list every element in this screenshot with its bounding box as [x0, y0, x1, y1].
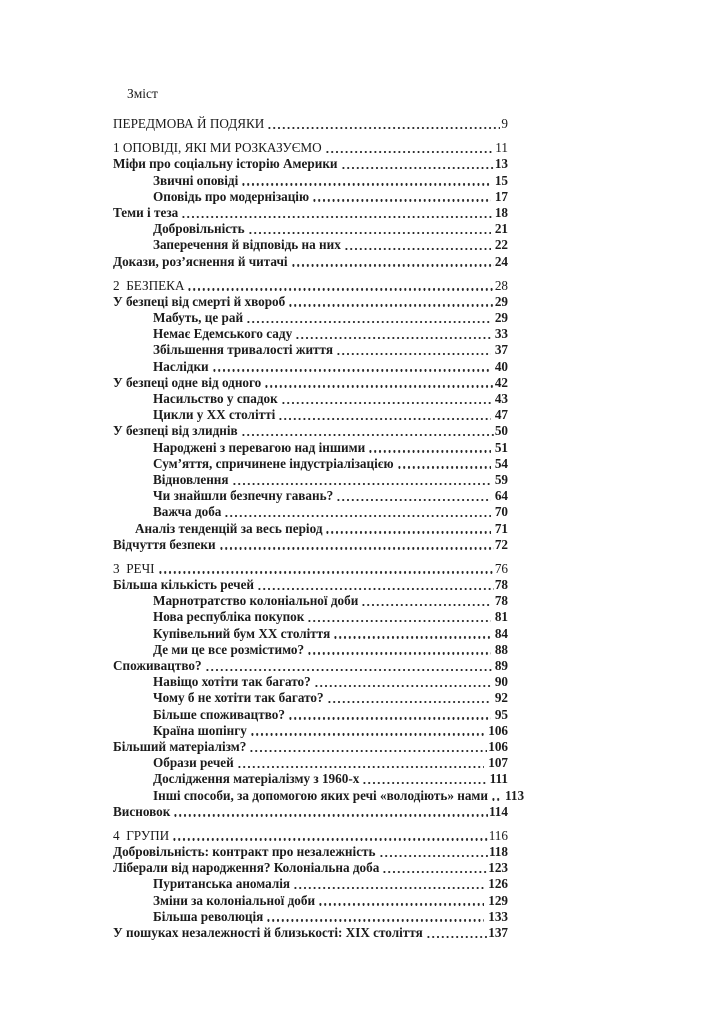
toc-entry-label: Цикли у XX столітті [153, 407, 276, 423]
toc-entry [113, 326, 508, 342]
toc-entry [113, 391, 508, 407]
toc-entry [113, 221, 508, 237]
dot-leader [232, 483, 491, 485]
toc-entry-page: 29 [494, 310, 508, 326]
toc-entry-page: 40 [494, 358, 508, 374]
toc-entry-label: Більше споживацтво? [153, 706, 285, 722]
toc-entry [113, 561, 508, 577]
toc-entry-label: Образи речей [153, 755, 234, 771]
toc-entry-page: 137 [488, 925, 508, 940]
dot-leader [379, 855, 488, 857]
toc-entry [113, 787, 525, 804]
toc-entry [113, 521, 508, 537]
dot-leader [267, 127, 500, 129]
toc-entry [113, 755, 508, 771]
dot-leader [257, 588, 494, 590]
toc-entry [113, 626, 508, 642]
toc-entry-label: У безпеці одне від одного [113, 374, 262, 390]
toc-entry-label: Інші способи, за допомогою яких речі «володіють» нами [153, 787, 489, 803]
toc-entry-page: 47 [494, 407, 508, 423]
toc-entry-label: Навіщо хотіти так багато? [153, 674, 311, 690]
toc-entry [113, 723, 508, 739]
toc-entry-label: У безпеці від смерті й хвороб [113, 293, 286, 309]
toc-entry [113, 375, 508, 391]
toc-entry [113, 674, 508, 690]
toc-entry-page: 37 [494, 342, 508, 358]
toc-entry [113, 690, 508, 706]
dot-leader [237, 766, 484, 768]
toc-entry [113, 537, 508, 553]
toc-entry [113, 488, 508, 504]
toc-entry-page: 107 [488, 755, 508, 771]
dot-leader [224, 515, 490, 517]
dot-leader [264, 385, 494, 387]
toc-entry-label: Висновок [113, 803, 171, 819]
toc-entry-page: 42 [494, 374, 508, 390]
toc-entry-page: 71 [494, 520, 508, 536]
dot-leader [368, 450, 491, 452]
toc-entry-label: Пуританська аномалія [153, 876, 291, 892]
toc-entry-page: 78 [494, 593, 508, 609]
toc-entry-page: 24 [494, 253, 508, 269]
dot-leader [219, 547, 494, 549]
toc-entry-label: Більша революція [153, 908, 264, 924]
toc-entry [113, 456, 508, 472]
dot-leader [158, 571, 494, 573]
dot-leader [172, 838, 488, 840]
toc-entry-page: 114 [488, 803, 508, 819]
dot-leader [341, 167, 494, 169]
toc-list [113, 116, 525, 941]
toc-entry-page: 116 [488, 827, 508, 843]
dot-leader [333, 636, 491, 638]
toc-entry-label: Народжені з перевагою над іншими [153, 439, 366, 455]
dot-leader [266, 919, 484, 921]
toc-entry [113, 407, 508, 423]
toc-entry-label: Більший матеріалізм? [113, 738, 247, 754]
dot-leader [325, 531, 490, 533]
dot-leader [397, 466, 491, 468]
toc-entry-label: Наслідки [153, 358, 209, 374]
dot-leader [293, 887, 484, 889]
toc-entry-page: 129 [488, 892, 508, 908]
toc-entry-label: Докази, роз’яснення й читачі [113, 253, 288, 269]
toc-entry-label: 3 РЕЧІ [113, 560, 155, 576]
toc-entry-page: 89 [494, 658, 508, 673]
toc-entry-page: 72 [494, 536, 508, 552]
dot-leader [336, 353, 491, 355]
dot-leader [307, 620, 490, 622]
toc-entry-label: Міфи про соціальну історію Америки [113, 156, 338, 172]
toc-entry [113, 658, 508, 674]
toc-entry-label: Звичні оповіді [153, 172, 239, 188]
dot-leader [291, 264, 494, 266]
toc-entry-page: 78 [494, 577, 508, 593]
toc-page [113, 86, 525, 941]
dot-leader [288, 717, 491, 719]
dot-leader [241, 434, 494, 436]
toc-entry [113, 804, 508, 820]
toc-entry [113, 472, 508, 488]
toc-entry-page: 22 [494, 237, 508, 253]
toc-entry-page: 64 [494, 488, 508, 504]
toc-entry-label: Немає Едемського саду [153, 326, 293, 342]
toc-entry-page: 95 [494, 706, 508, 722]
toc-entry [113, 140, 508, 156]
toc-entry-label: 1 ОПОВІДІ, ЯКІ МИ РОЗКАЗУЄМО [113, 140, 322, 156]
page-title: Зміст [127, 86, 158, 101]
toc-entry-label: Теми і теза [113, 204, 179, 220]
toc-entry-label: Більша кількість речей [113, 577, 255, 593]
toc-entry-page: 88 [494, 641, 508, 657]
toc-entry-label: Добровільність: контракт про незалежність [113, 844, 376, 860]
toc-entry-label: ПЕРЕДМОВА Й ПОДЯКИ [113, 116, 265, 131]
toc-entry-label: Чи знайшли безпечну гавань? [153, 488, 334, 504]
toc-entry-page: 21 [494, 221, 508, 237]
toc-entry-page: 51 [494, 439, 508, 455]
toc-entry-page: 54 [494, 455, 508, 471]
toc-entry-page: 111 [489, 771, 508, 787]
dot-leader [248, 232, 491, 234]
toc-entry-page: 11 [495, 140, 508, 156]
toc-entry-page: 113 [505, 787, 525, 803]
toc-entry-label: Аналіз тенденцій за весь період [135, 520, 323, 536]
toc-entry [113, 609, 508, 625]
toc-entry-page: 81 [494, 609, 508, 625]
toc-entry [113, 423, 508, 439]
toc-entry [113, 771, 508, 787]
toc-entry [113, 237, 508, 253]
toc-entry [113, 893, 508, 909]
toc-entry-label: Дослідження матеріалізму з 1960-х [153, 771, 360, 787]
toc-entry-page: 76 [494, 560, 508, 576]
toc-entry [113, 116, 508, 132]
toc-entry-page: 50 [494, 423, 508, 439]
toc-entry-label: Мабуть, це рай [153, 310, 244, 326]
toc-entry-label: Ліберали від народження? Колоніальна доба [113, 860, 380, 876]
dot-leader [241, 183, 491, 185]
toc-entry-page: 133 [488, 908, 508, 924]
dot-leader [327, 701, 491, 703]
dot-leader [307, 652, 491, 654]
dot-leader [278, 418, 491, 420]
toc-entry-label: У пошуках незалежності й близькості: XIX століття [113, 925, 423, 940]
toc-entry [113, 876, 508, 892]
toc-entry [113, 156, 508, 172]
toc-entry-page: 118 [488, 844, 508, 860]
toc-entry-label: Оповідь про модернізацію [153, 188, 310, 204]
toc-entry [113, 254, 508, 270]
dot-leader [314, 685, 491, 687]
toc-entry [113, 278, 508, 294]
toc-entry-page: 84 [494, 625, 508, 641]
toc-entry-label: Насильство у спадок [153, 391, 278, 406]
toc-entry [113, 577, 508, 593]
dot-leader [281, 402, 491, 404]
dot-leader [336, 499, 491, 501]
toc-entry-page: 123 [488, 860, 508, 876]
dot-leader [212, 369, 491, 371]
toc-entry-page: 13 [494, 156, 508, 172]
dot-leader [426, 936, 488, 938]
dot-leader [362, 782, 485, 784]
toc-entry [113, 173, 508, 189]
dot-leader [205, 669, 494, 671]
toc-entry-label: Відчуття безпеки [113, 536, 216, 552]
dot-leader [382, 871, 487, 873]
toc-entry [113, 294, 508, 310]
toc-entry-page: 9 [501, 116, 508, 131]
toc-entry-page: 18 [494, 204, 508, 220]
toc-entry-label: Нова республіка покупок [153, 609, 305, 625]
dot-leader [312, 199, 491, 201]
toc-entry-page: 15 [494, 172, 508, 188]
toc-entry [113, 504, 508, 520]
toc-entry-label: Заперечення й відповідь на них [153, 237, 341, 253]
dot-leader [181, 216, 494, 218]
toc-entry-page: 106 [488, 738, 508, 754]
dot-leader [295, 337, 491, 339]
dot-leader [361, 604, 491, 606]
toc-entry-page: 70 [494, 504, 508, 520]
toc-entry-page: 29 [494, 293, 508, 309]
toc-entry-label: Споживацтво? [113, 658, 202, 673]
toc-entry-label: Відновлення [153, 471, 229, 487]
toc-entry [113, 359, 508, 375]
toc-entry-label: Сум’яття, спричинене індустріалізацією [153, 455, 394, 471]
toc-entry-page: 28 [494, 277, 508, 293]
dot-leader [318, 903, 484, 905]
toc-entry-label: Країна шопінгу [153, 722, 247, 738]
toc-entry-label: Марнотратство колоніальної доби [153, 593, 359, 609]
toc-entry [113, 593, 508, 609]
toc-entry-page: 126 [488, 876, 508, 892]
toc-entry-label: Купівельний бум XX століття [153, 625, 331, 641]
toc-entry-page: 43 [494, 391, 508, 406]
toc-entry [113, 440, 508, 456]
dot-leader [325, 151, 495, 153]
toc-entry-page: 90 [494, 674, 508, 690]
toc-entry [113, 739, 508, 755]
dot-leader [288, 304, 494, 306]
toc-entry-page: 33 [494, 326, 508, 342]
toc-entry [113, 860, 508, 876]
toc-entry-label: Добровільність [153, 221, 245, 237]
toc-entry-label: Збільшення тривалості життя [153, 342, 333, 358]
toc-entry [113, 642, 508, 658]
toc-entry-label: Чому б не хотіти так багато? [153, 690, 324, 706]
toc-entry-page: 59 [494, 471, 508, 487]
dot-leader [344, 248, 491, 250]
dot-leader [187, 288, 493, 290]
toc-entry [113, 828, 508, 844]
toc-entry-page: 92 [494, 690, 508, 706]
toc-entry-page: 106 [488, 722, 508, 738]
toc-entry-page: 17 [494, 188, 508, 204]
toc-entry-label: Де ми це все розмістимо? [153, 641, 305, 657]
toc-entry-label: У безпеці від злиднів [113, 423, 238, 439]
toc-entry [113, 707, 508, 723]
toc-entry [113, 310, 508, 326]
toc-entry-label: 2 БЕЗПЕКА [113, 277, 185, 293]
dot-leader [491, 798, 501, 800]
dot-leader [249, 750, 487, 752]
dot-leader [246, 321, 491, 323]
dot-leader [173, 814, 488, 816]
toc-entry [113, 189, 508, 205]
toc-entry-label: 4 ГРУПИ [113, 827, 170, 843]
toc-entry [113, 342, 508, 358]
toc-entry [113, 909, 508, 925]
toc-entry [113, 925, 508, 941]
toc-entry-label: Зміни за колоніальної доби [153, 892, 316, 908]
toc-entry [113, 844, 508, 860]
dot-leader [250, 733, 484, 735]
toc-entry-label: Важча доба [153, 504, 222, 520]
toc-entry [113, 205, 508, 221]
